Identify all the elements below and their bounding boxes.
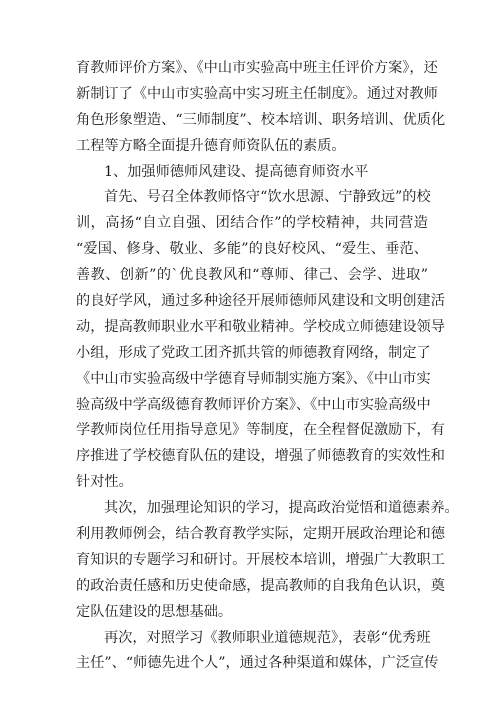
- text-line: 动，提高教师职业水平和敬业精神。学校成立师德建设领导: [76, 318, 445, 335]
- text-line: 首先、号召全体教师恪守“饮水思源、宁静致远”的校: [104, 189, 431, 206]
- text-line: 利用教师例会，结合教育教学实际，定期开展政治理论和德: [76, 526, 445, 543]
- text-line: 针对性。: [76, 474, 133, 491]
- text-line: 主任”、“师德先进个人”，通过各种渠道和媒体，广泛宣传: [76, 655, 439, 672]
- text-line: 小组，形成了党政工团齐抓共管的师德教育网络，制定了: [76, 344, 431, 361]
- text-line: 的政治责任感和历史使命感，提高教师的自我角色认识，奠: [76, 577, 445, 594]
- text-line: 训，高扬“自立自强、团结合作”的学校精神，共同营造: [76, 215, 428, 232]
- section-heading: 1、加强师德师风建设、提高德育师资水平: [104, 163, 369, 180]
- text-line: 新制订了《中山市实验高中实习班主任制度》。通过对教师: [76, 85, 438, 102]
- text-line: 定队伍建设的思想基础。: [76, 603, 233, 620]
- text-line: 学教师岗位任用指导意见》等制度，在全程督促激励下，有: [76, 422, 445, 439]
- text-line: 育教师评价方案》、《中山市实验高中班主任评价方案》，还: [76, 60, 438, 76]
- text-line: 的良好学风，通过多种途径开展师德师风建设和文明创建活: [76, 293, 445, 310]
- text-line: 再次，对照学习《教师职业道德规范》，表彰“优秀班: [104, 629, 431, 646]
- text-line: 序推进了学校德育队伍的建设，增强了师德教育的实效性和: [76, 448, 445, 465]
- text-line: 善教、创新”的`优良教风和“尊师、律己、会学、进取”: [76, 267, 428, 284]
- text-line: 角色形象塑造、“三师制度”、校本培训、职务培训、优质化: [76, 111, 446, 128]
- text-line: “爱国、修身、敬业、多能”的良好校风、“爱生、垂范、: [76, 241, 428, 258]
- document-page: [76, 56, 459, 677]
- text-line: 育知识的专题学习和研讨。开展校本培训，增强广大教职工: [76, 551, 445, 568]
- text-line: 工程等方略全面提升德育师资队伍的素质。: [76, 137, 346, 154]
- text-line: 《中山市实验高级中学德育导师制实施方案》、《中山市实: [76, 370, 431, 387]
- text-line: 验高级中学高级德育教师评价方案》、《中山市实验高级中: [76, 396, 431, 413]
- text-line: 其次，加强理论知识的学习，提高政治觉悟和道德素养。: [104, 500, 459, 517]
